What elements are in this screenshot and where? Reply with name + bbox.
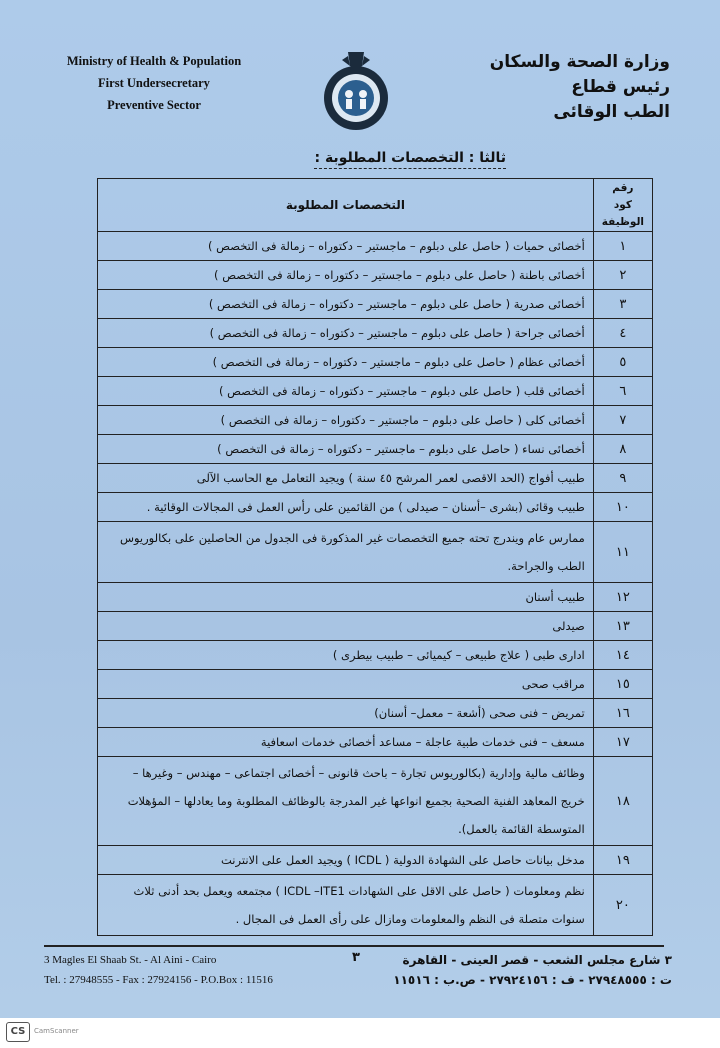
header-spec: التخصصات المطلوبة: [98, 179, 594, 232]
footer-divider: [44, 945, 664, 947]
table-row: [98, 464, 653, 493]
row-code: ٢٠: [593, 875, 652, 936]
table-row: [98, 875, 653, 936]
table-row: [98, 846, 653, 875]
row-code: ٩: [593, 464, 652, 493]
footer-ar-address: ٣ شارع مجلس الشعب - قصر العينى - القاهرة: [402, 953, 672, 967]
header-code: رقم كود الوظيفة: [593, 179, 652, 232]
row-text: أخصائى جراحة ( حاصل على دبلوم – ماجستير – دكتوراه – زمالة فى التخصص ): [98, 319, 594, 348]
footer-ar-contact: ت : ٢٧٩٤٨٥٥٥ - ف : ٢٧٩٢٤١٥٦ - ص.ب : ١١٥١٦: [393, 973, 672, 987]
section-title: ثالثا : التخصصات المطلوبة :: [314, 150, 506, 169]
table-row: [98, 699, 653, 728]
row-code: ٨: [593, 435, 652, 464]
row-code: ١٠: [593, 493, 652, 522]
row-code: ٤: [593, 319, 652, 348]
row-code: ١٣: [593, 612, 652, 641]
table-row: [98, 290, 653, 319]
row-code: ١٥: [593, 670, 652, 699]
camscanner-logo-icon: CS: [6, 1022, 30, 1042]
table-row: [98, 612, 653, 641]
table-row: [98, 348, 653, 377]
row-text: أخصائى عظام ( حاصل على دبلوم – ماجستير – دكتوراه – زمالة فى التخصص ): [98, 348, 594, 377]
row-code: ١٧: [593, 728, 652, 757]
scanner-label: CamScanner: [34, 1027, 79, 1035]
table-row: [98, 261, 653, 290]
table-row: [98, 319, 653, 348]
table-row: [98, 757, 653, 846]
row-text: أخصائى باطنة ( حاصل على دبلوم – ماجستير – دكتوراه – زمالة فى التخصص ): [98, 261, 594, 290]
row-text: مدخل بيانات حاصل على الشهادة الدولية ( ICDL ) ويجيد العمل على الانترنت: [98, 846, 594, 875]
row-code: ١١: [593, 522, 652, 583]
header-ar-line: رئيس قطاع: [571, 77, 670, 97]
row-text: تمريض – فنى صحى (أشعة – معمل– أسنان): [98, 699, 594, 728]
table-row: [98, 583, 653, 612]
row-code: ١٨: [593, 757, 652, 846]
row-text: أخصائى قلب ( حاصل على دبلوم – ماجستير – دكتوراه – زمالة فى التخصص ): [98, 377, 594, 406]
table-row: [98, 728, 653, 757]
header-arabic: [480, 50, 670, 125]
row-code: ٢: [593, 261, 652, 290]
row-text: طبيب أسنان: [98, 583, 594, 612]
table-row: [98, 493, 653, 522]
row-text: طبيب وقائى (بشرى –أسنان – صيدلى ) من القائمين على رأس العمل فى المجالات الوقائية .: [98, 493, 594, 522]
row-code: ٧: [593, 406, 652, 435]
ministry-emblem-icon: [318, 48, 394, 132]
row-text: نظم ومعلومات ( حاصل على الاقل على الشهادات ICDL –ITE1 ) مجتمعه ويعمل بحد أدنى ثلاث سنوات متصلة فى النظم والمعلومات ومازال على رأى العمل فى المجال .: [98, 875, 594, 936]
row-code: ١٩: [593, 846, 652, 875]
table-row: [98, 377, 653, 406]
table-row: [98, 406, 653, 435]
row-code: ٥: [593, 348, 652, 377]
page-number: ٣: [352, 950, 360, 965]
header-ar-line: وزارة الصحة والسكان: [489, 52, 670, 72]
header-en-line: Ministry of Health & Population: [66, 54, 242, 68]
row-code: ١٢: [593, 583, 652, 612]
footer-arabic: [372, 950, 672, 990]
row-text: أخصائى كلى ( حاصل على دبلوم – ماجستير – دكتوراه – زمالة فى التخصص ): [98, 406, 594, 435]
row-text: ممارس عام ويندرج تحته جميع التخصصات غير المذكورة فى الجدول من الحاصلين على بكالوريوس الطب والجراحة.: [98, 522, 594, 583]
footer-english: [44, 950, 273, 990]
table-header-row: [98, 179, 653, 232]
footer-en-address: 3 Magles El Shaab St. - Al Aini - Cairo: [44, 954, 217, 966]
row-code: ٣: [593, 290, 652, 319]
table-row: [98, 670, 653, 699]
footer-en-contact: Tel. : 27948555 - Fax : 27924156 - P.O.Box : 11516: [44, 974, 273, 986]
row-text: أخصائى صدرية ( حاصل على دبلوم – ماجستير – دكتوراه – زمالة فى التخصص ): [98, 290, 594, 319]
header-en-line: First Undersecretary: [98, 76, 210, 90]
table-row: [98, 435, 653, 464]
scanner-watermark-bar: [0, 1018, 720, 1048]
header-en-line: Preventive Sector: [107, 98, 201, 112]
row-text: ادارى طبى ( علاج طبيعى – كيميائى – طبيب بيطرى ): [98, 641, 594, 670]
table-row: [98, 641, 653, 670]
row-text: مسعف – فنى خدمات طبية عاجلة – مساعد أخصائى خدمات اسعافية: [98, 728, 594, 757]
row-text: مراقب صحى: [98, 670, 594, 699]
table-row: [98, 522, 653, 583]
header-ar-line: الطب الوقائى: [553, 102, 670, 122]
header-english: [44, 50, 264, 116]
row-text: أخصائى حميات ( حاصل على دبلوم – ماجستير – دكتوراه – زمالة فى التخصص ): [98, 232, 594, 261]
row-text: أخصائى نساء ( حاصل على دبلوم – ماجستير – دكتوراه – زمالة فى التخصص ): [98, 435, 594, 464]
row-text: وظائف مالية وإدارية (بكالوريوس تجارة – باحث قانونى – أخصائى اجتماعى – مهندس – وغيرها – خريج المعاهد الفنية الصحية بجميع انواعها غير المدرجة بالوظائف المطلوبة وما يعادلها – المؤهلات المتوسطة القائمة بالعمل).: [98, 757, 594, 846]
row-code: ٦: [593, 377, 652, 406]
row-code: ١٤: [593, 641, 652, 670]
table-row: [98, 232, 653, 261]
row-text: طبيب أفواج (الحد الاقصى لعمر المرشح ٤٥ سنة ) ويجيد التعامل مع الحاسب الآلى: [98, 464, 594, 493]
row-code: ١: [593, 232, 652, 261]
row-code: ١٦: [593, 699, 652, 728]
specialties-table: [97, 178, 653, 936]
row-text: صيدلى: [98, 612, 594, 641]
